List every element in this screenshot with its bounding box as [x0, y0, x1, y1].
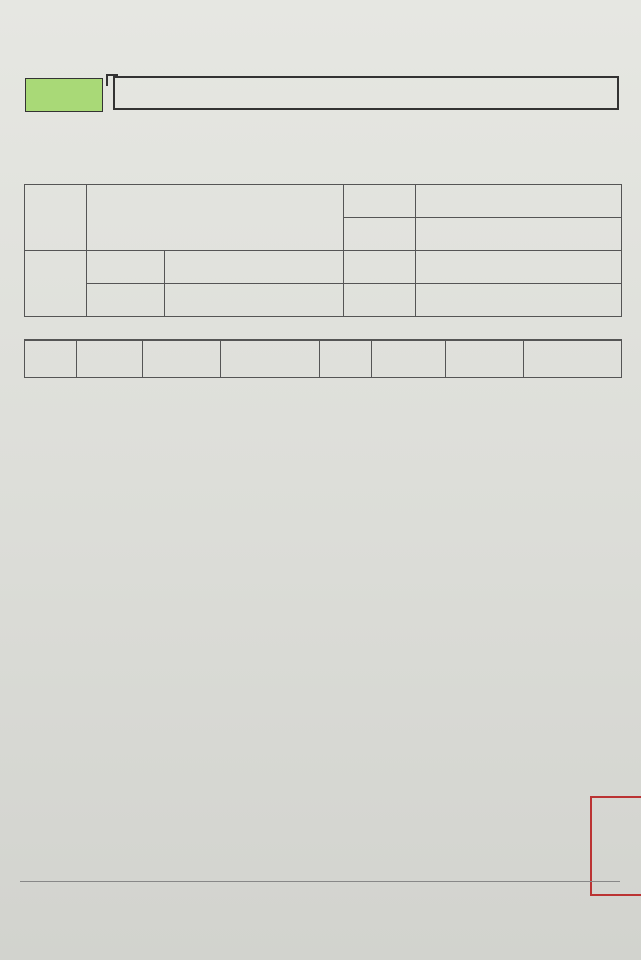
days-label — [344, 218, 416, 251]
form-title — [113, 76, 619, 110]
col-name — [372, 341, 446, 378]
year-label — [344, 284, 416, 317]
attachment-badge — [25, 78, 103, 112]
school-label — [25, 185, 87, 251]
days-cell — [416, 218, 622, 251]
type-value — [416, 251, 622, 284]
col-min — [220, 341, 320, 378]
year-cell — [416, 284, 622, 317]
contact-label — [86, 284, 164, 317]
col-name — [76, 341, 142, 378]
col-days — [142, 341, 220, 378]
name-label — [86, 251, 164, 284]
type-label — [344, 251, 416, 284]
school-value — [86, 185, 344, 251]
name-value — [164, 251, 344, 284]
section-title — [24, 317, 622, 340]
col-days — [446, 341, 524, 378]
contact-value — [164, 284, 344, 317]
col-no — [320, 341, 372, 378]
table-header-row — [25, 341, 622, 378]
col-min — [524, 341, 622, 378]
participation-table — [24, 340, 622, 378]
info-table — [24, 184, 622, 317]
sport-value — [416, 185, 622, 218]
bottom-divider — [20, 881, 620, 882]
manager-label — [25, 251, 87, 317]
sport-label — [344, 185, 416, 218]
col-no — [25, 341, 77, 378]
